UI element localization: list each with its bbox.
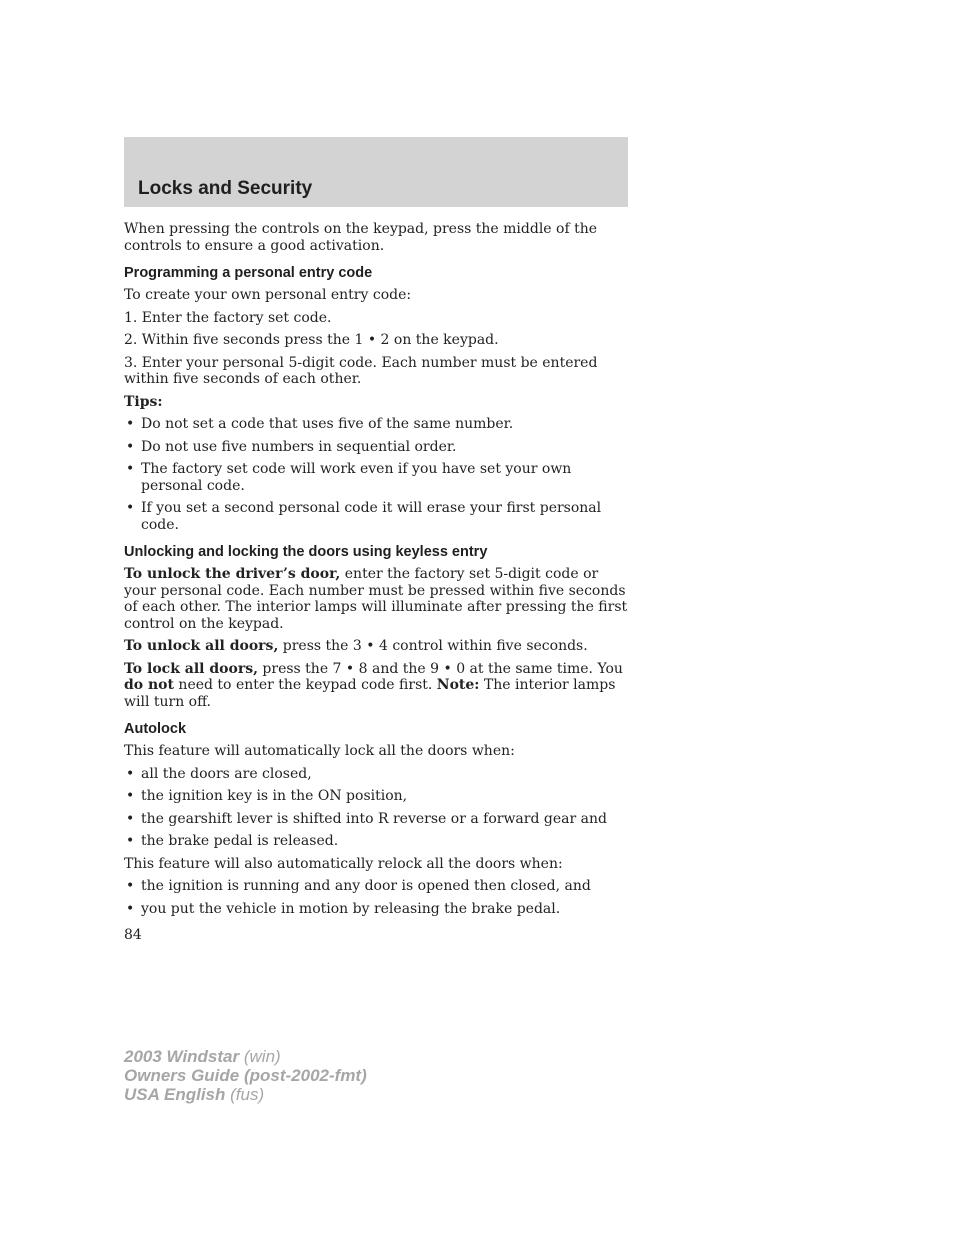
page-content (124, 221, 630, 950)
autolock-conditions-list (124, 766, 630, 850)
bullet-icon: • (126, 878, 135, 894)
list-item: • the ignition is running and any door is opened then closed, and (126, 878, 591, 894)
bullet-icon: • (126, 788, 135, 804)
heading-autolock: Autolock (124, 721, 187, 737)
heading-keyless-entry: Unlocking and locking the doors using keyless entry (124, 544, 488, 560)
footer-line-language: USA English (fus) (124, 1085, 265, 1104)
intro-paragraph: When pressing the controls on the keypad, press the middle of the controls to ensure a good activation. (124, 221, 598, 254)
programming-step-3: 3. Enter your personal 5-digit code. Each number must be entered within five seconds of each other. (124, 354, 598, 387)
list-item: • the brake pedal is released. (126, 833, 339, 849)
relock-conditions-list (124, 878, 630, 917)
list-item: • you put the vehicle in motion by releasing the brake pedal. (126, 900, 561, 917)
programming-step-1: 1. Enter the factory set code. (124, 309, 332, 326)
list-item: • the gearshift lever is shifted into R reverse or a forward gear and (126, 810, 607, 827)
list-item: • The factory set code will work even if you have set your own personal code. (126, 461, 572, 494)
unlock-all-paragraph: To unlock all doors, press the 3 • 4 control within five seconds. (124, 638, 588, 654)
list-item: • If you set a second personal code it will erase your first personal code. (126, 500, 602, 533)
bullet-icon: • (126, 765, 135, 782)
tips-list (124, 416, 630, 533)
list-item: • Do not use five numbers in sequential order. (126, 438, 457, 455)
bullet-icon: • (126, 461, 135, 477)
list-item: • all the doors are closed, (126, 765, 312, 782)
autolock-intro: This feature will automatically lock all the doors when: (124, 743, 515, 759)
programming-step-2: 2. Within five seconds press the 1 • 2 on the keypad. (124, 332, 499, 348)
page-number: 84 (124, 927, 142, 943)
bullet-icon: • (126, 416, 135, 432)
document-footer (124, 1047, 367, 1104)
list-item: • Do not set a code that uses five of the same number. (126, 416, 514, 432)
section-title: Locks and Security (138, 178, 313, 199)
footer-line-guide: Owners Guide (post-2002-fmt) (124, 1066, 367, 1085)
list-item: • the ignition key is in the ON position, (126, 788, 408, 804)
lock-all-paragraph: To lock all doors, press the 7 • 8 and the 9 • 0 at the same time. You do not need to enter the keypad code first. Note: The interior lamps will turn off. (124, 660, 623, 710)
bullet-icon: • (126, 500, 135, 516)
bullet-icon: • (126, 438, 135, 455)
bullet-icon: • (126, 833, 135, 849)
programming-intro: To create your own personal entry code: (124, 287, 412, 303)
heading-programming: Programming a personal entry code (124, 265, 373, 281)
bullet-icon: • (126, 810, 135, 827)
tips-label: Tips: (124, 393, 163, 410)
section-header-band (124, 137, 628, 207)
unlock-driver-paragraph: To unlock the driver’s door, enter the factory set 5-digit code or your personal code. Each number must be pressed within five seconds of each other. The interior lamps will illuminate after pressing the first control on the keypad. (124, 566, 628, 632)
bullet-icon: • (126, 900, 135, 917)
footer-line-model: 2003 Windstar (win) (124, 1047, 281, 1066)
relock-intro: This feature will also automatically relock all the doors when: (124, 855, 563, 872)
